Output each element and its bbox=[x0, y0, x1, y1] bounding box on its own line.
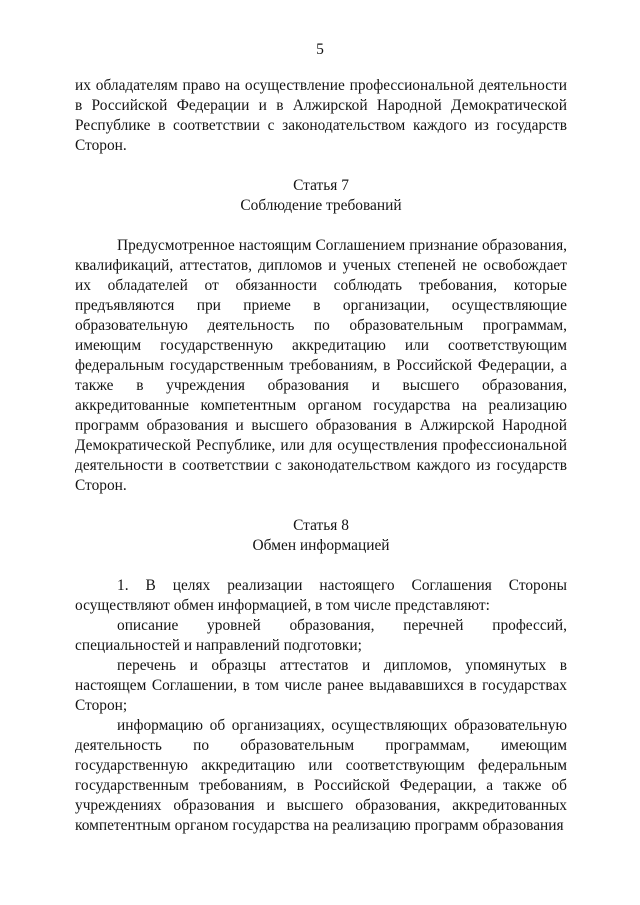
article-8-paragraph-4: информацию об организациях, осуществляющих образовательную деятельность по образовательным программам, имеющим государственную аккредитацию или соответствующим федеральным государственным требованиям, в Российской Федерации, а также об учреждениях образования и высшего образования, аккредитованных компетентным органом государства на реализацию программ образования bbox=[75, 717, 567, 834]
article-7-number: Статья 7 bbox=[293, 177, 349, 194]
article-8-paragraph-1: 1. В целях реализации настоящего Соглашения Стороны осуществляют обмен информацией, в том числе представляют: bbox=[75, 577, 567, 614]
article-8 bbox=[75, 516, 567, 836]
article-8-number: Статья 8 bbox=[293, 517, 349, 534]
article-8-paragraph-3: перечень и образцы аттестатов и дипломов, упомянутых в настоящем Соглашении, в том числе ранее выдававшихся в государствах Сторон; bbox=[75, 657, 567, 714]
article-8-paragraph-2: описание уровней образования, перечней профессий, специальностей и направлений подготовки; bbox=[75, 617, 567, 654]
document-body bbox=[75, 76, 567, 836]
article-8-title: Обмен информацией bbox=[252, 537, 390, 554]
intro-paragraph: их обладателям право на осуществление профессиональной деятельности в Российской Федерации и в Алжирской Народной Демократической Республике в соответствии с законодательством каждого из государств Сторон. bbox=[75, 77, 567, 154]
page-number: 5 bbox=[316, 41, 324, 58]
article-7-paragraph: Предусмотренное настоящим Соглашением признание образования, квалификаций, аттестатов, дипломов и ученых степеней не освобождает их обладателей от обязанности соблюдать требования, которые предъявляются при приеме в организации, осуществляющие образовательную деятельность по образовательным программам, имеющим государственную аккредитацию или соответствующим федеральным государственным требованиям, в Российской Федерации, а также в учреждения образования и высшего образования, аккредитованные компетентным органом государства на реализацию программ образования и высшего образования в Алжирской Народной Демократической Республике, или для осуществления профессиональной деятельности в соответствии с законодательством каждого из государств Сторон. bbox=[75, 237, 567, 494]
article-7 bbox=[75, 176, 567, 496]
article-7-title: Соблюдение требований bbox=[240, 197, 402, 214]
